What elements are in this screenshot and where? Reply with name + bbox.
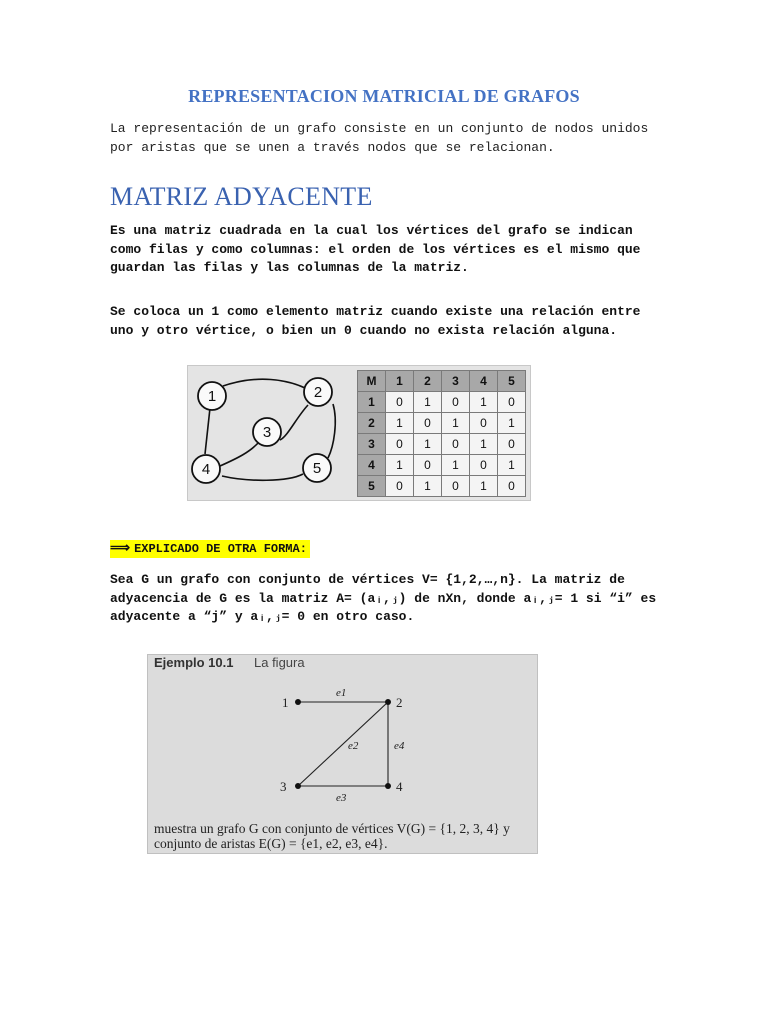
- matrix-column-header: 1: [386, 371, 414, 392]
- matrix-column-header: 5: [498, 371, 526, 392]
- double-arrow-icon: ⟹: [110, 541, 131, 557]
- edge-2-5: [328, 404, 335, 458]
- graph-node-label: 3: [262, 424, 272, 441]
- matrix-cell: 1: [414, 476, 442, 497]
- edge-label: e3: [336, 792, 347, 804]
- matrix-cell: 1: [386, 413, 414, 434]
- vertex-dot: [295, 699, 301, 705]
- matrix-row: [358, 476, 526, 497]
- matrix-cell: 0: [414, 413, 442, 434]
- matrix-cell: 0: [386, 434, 414, 455]
- edge-label: e2: [348, 740, 359, 752]
- matrix-cell: 1: [442, 455, 470, 476]
- matrix-header-row: [358, 371, 526, 392]
- matrix-row-header: 4: [358, 455, 386, 476]
- bullet-text: EXPLICADO DE OTRA FORMA:: [134, 542, 307, 556]
- matrix-row-header: 1: [358, 392, 386, 413]
- caption-line: muestra un grafo G con conjunto de vértices V(G) = {1, 2, 3, 4} y: [154, 821, 510, 836]
- matrix-row-header: 2: [358, 413, 386, 434]
- matrix-cell: 0: [470, 455, 498, 476]
- vertex-label: 2: [396, 695, 403, 710]
- matrix-cell: 0: [442, 476, 470, 497]
- edge-label: e1: [336, 687, 347, 699]
- vertex-label: 3: [280, 779, 287, 794]
- matrix-cell: 0: [442, 434, 470, 455]
- graph-node-label: 4: [201, 461, 211, 478]
- matrix-cell: 0: [498, 476, 526, 497]
- example-subtitle: La figura: [254, 655, 305, 670]
- matrix-cell: 1: [470, 476, 498, 497]
- vertex-dot: [385, 783, 391, 789]
- graph-node-label: 5: [312, 460, 322, 477]
- rule-paragraph: Se coloca un 1 como elemento matriz cuando existe una relación entre uno y otro vértice, o bien un 0 cuando no exista relación alguna.: [110, 304, 641, 338]
- vertex-label: 4: [396, 779, 403, 794]
- matrix-column-header: 3: [442, 371, 470, 392]
- matrix-row: [358, 413, 526, 434]
- graph-matrix-figure: [187, 365, 531, 501]
- matrix-cell: 1: [442, 413, 470, 434]
- edge-e2: [298, 702, 388, 786]
- vertex-dot: [295, 783, 301, 789]
- matrix-cell: 1: [386, 455, 414, 476]
- graph-node-label: 1: [207, 388, 217, 405]
- matrix-cell: 1: [414, 392, 442, 413]
- intro-paragraph: La representación de un grafo consiste en un conjunto de nodos unidos por aristas que se unen a través nodos que se relacionan.: [110, 121, 649, 155]
- matrix-row-header: 5: [358, 476, 386, 497]
- graph-node-label: 2: [313, 384, 323, 401]
- vertex-label: 1: [282, 695, 289, 710]
- matrix-cell: 0: [470, 413, 498, 434]
- section-heading: MATRIZ ADYACENTE: [110, 182, 373, 211]
- edge-3-4: [220, 442, 259, 466]
- matrix-column-header: 2: [414, 371, 442, 392]
- formal-definition-paragraph: Sea G un grafo con conjunto de vértices V= {1,2,…,n}. La matriz de adyacencia de G es la matriz A= (aᵢ,ⱼ) de nXn, donde aᵢ,ⱼ= 1 si “i” es adyacente a “j” y aᵢ,ⱼ= 0 en otro caso.: [110, 572, 657, 624]
- vertex-dot: [385, 699, 391, 705]
- example-figure: [147, 654, 538, 854]
- matrix-row: [358, 455, 526, 476]
- caption-line: conjunto de aristas E(G) = {e1, e2, e3, e4}.: [154, 836, 388, 851]
- edge-1-2: [223, 379, 305, 388]
- page-title: REPRESENTACION MATRICIAL DE GRAFOS: [188, 86, 580, 106]
- example-title: Ejemplo 10.1: [154, 655, 234, 670]
- matrix-corner-cell: M: [358, 371, 386, 392]
- edge-4-5: [222, 474, 303, 480]
- matrix-cell: 0: [498, 392, 526, 413]
- matrix-cell: 0: [442, 392, 470, 413]
- example-caption: [154, 821, 537, 851]
- matrix-cell: 1: [470, 434, 498, 455]
- matrix-cell: 0: [386, 476, 414, 497]
- example-graph: [148, 655, 537, 820]
- matrix-cell: 0: [386, 392, 414, 413]
- adjacency-matrix-table: [357, 370, 526, 497]
- edge-label: e4: [394, 740, 405, 752]
- edge-1-4: [205, 408, 210, 454]
- highlighted-bullet: [110, 540, 310, 558]
- matrix-row: [358, 434, 526, 455]
- matrix-cell: 1: [498, 413, 526, 434]
- matrix-cell: 1: [414, 434, 442, 455]
- matrix-column-header: 4: [470, 371, 498, 392]
- edge-2-3: [280, 405, 308, 440]
- matrix-cell: 1: [498, 455, 526, 476]
- matrix-cell: 1: [470, 392, 498, 413]
- matrix-cell: 0: [498, 434, 526, 455]
- matrix-row-header: 3: [358, 434, 386, 455]
- matrix-row: [358, 392, 526, 413]
- definition-paragraph: Es una matriz cuadrada en la cual los vértices del grafo se indican como filas y como columnas: el orden de los vértices es el mismo que guardan las filas y las columnas de la matriz.: [110, 223, 641, 275]
- matrix-cell: 0: [414, 455, 442, 476]
